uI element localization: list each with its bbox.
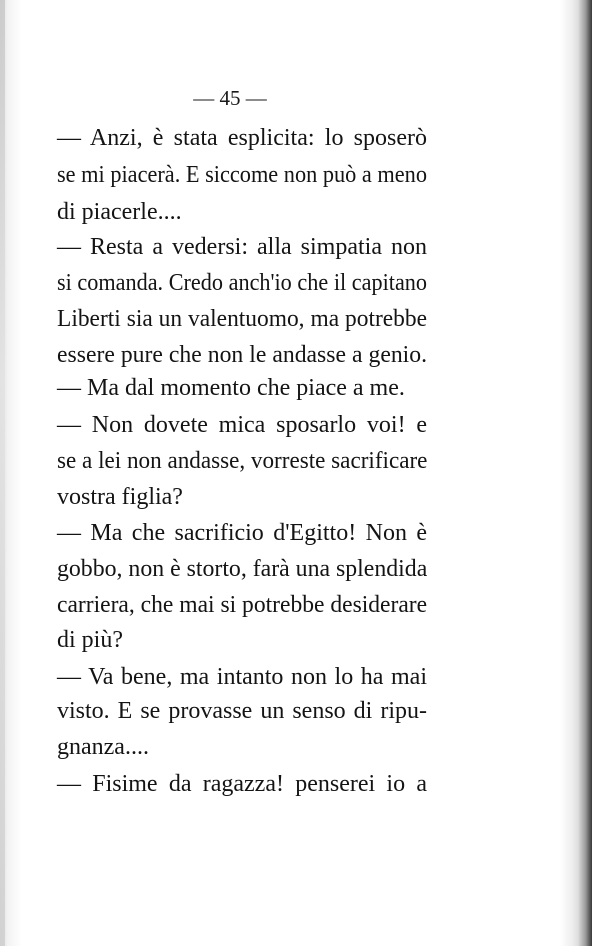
text-line: di piacerle.... [57,199,182,225]
page-number: — 45 — [193,86,267,110]
text-line: Liberti sia un valentuomo, ma potrebbe [57,306,428,332]
page-left-edge [0,0,5,946]
text-line: visto. E se provasse un senso di ripu- [57,698,427,724]
text-line: essere pure che non le andasse a genio. [57,342,428,368]
text-line: — Va bene, ma intanto non lo ha mai [57,664,427,690]
text-line: — Resta a vedersi: alla simpatia non [57,234,427,260]
text-line: si comanda. Credo anch'io che il capitano [57,270,427,296]
text-line: se a lei non andasse, vorreste sacrificare [57,448,428,474]
text-line: di più? [57,627,123,653]
text-line: vostra figlia? [57,484,183,510]
text-line: — Ma dal momento che piace a me. [57,375,405,401]
text-line: gobbo, non è storto, farà una splendida [57,556,428,582]
text-line: — Fisime da ragazza! penserei io a [57,771,427,797]
text-line: gnanza.... [57,734,149,760]
text-line: — Non dovete mica sposarlo voi! e [57,412,427,438]
text-line: — Ma che sacrificio d'Egitto! Non è [57,520,427,546]
text-line: — Anzi, è stata esplicita: lo sposerò [57,125,427,151]
text-line: se mi piacerà. E siccome non può a meno [57,162,427,188]
text-line: carriera, che mai si potrebbe desiderare [57,592,428,618]
page-right-edge [578,0,592,946]
